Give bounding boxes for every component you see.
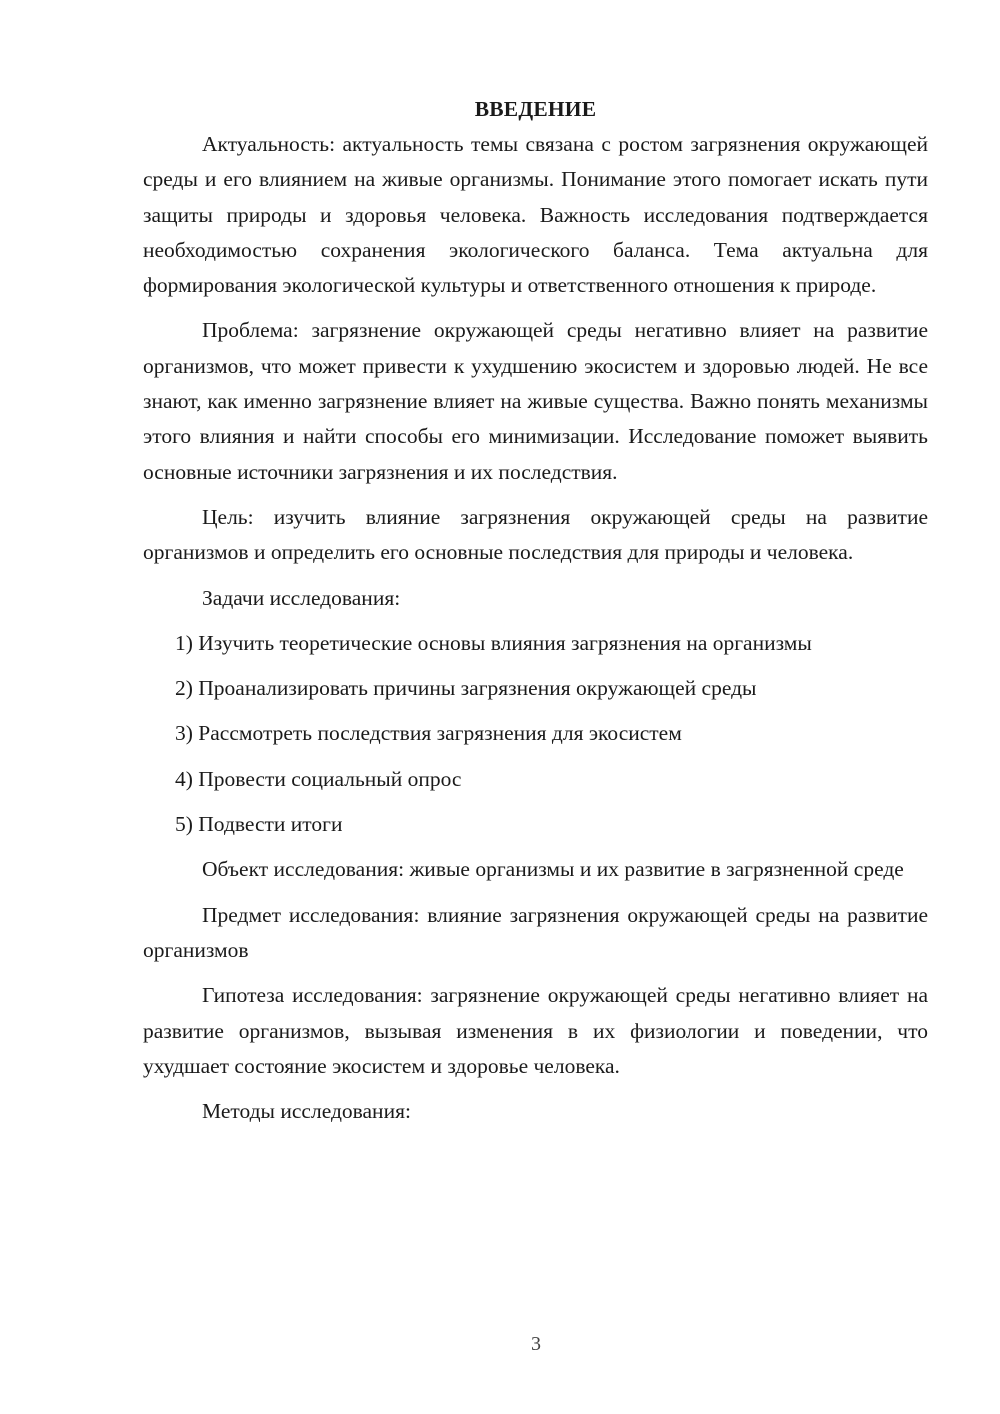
methods-heading: Методы исследования: — [202, 1099, 411, 1124]
relevance-paragraph: Актуальность: актуальность темы связана с ростом загрязнения окружающей среды и его влиянием на живые организмы. Понимание этого помогает искать пути защиты природы и здоровья человека. Важность исследования подтверждается необходимостью сохранения экологического баланса. Тема актуальна для формирования экологической культуры и ответственного отношения к природе. — [143, 132, 928, 298]
goal-paragraph: Цель: изучить влияние загрязнения окружающей среды на развитие организмов и определить его основные последствия для природы и человека. — [143, 504, 928, 565]
tasks-heading: Задачи исследования: — [202, 585, 401, 610]
hypothesis-paragraph: Гипотеза исследования: загрязнение окружающей среды негативно влияет на развитие организмов, вызывая изменения в их физиологии и поведении, что ухудшает состояние экосистем и здоровье человека. — [143, 983, 928, 1078]
document-page — [143, 92, 928, 1129]
section-heading: ВВЕДЕНИЕ — [474, 97, 597, 121]
task-item-5: 5) Подвести итоги — [175, 812, 343, 837]
task-item-2: 2) Проанализировать причины загрязнения окружающей среды — [175, 676, 757, 701]
task-item-3: 3) Рассмотреть последствия загрязнения для экосистем — [175, 721, 682, 746]
object-paragraph: Объект исследования: живые организмы и их развитие в загрязненной среде — [202, 857, 904, 882]
problem-paragraph: Проблема: загрязнение окружающей среды негативно влияет на развитие организмов, что может привести к ухудшению экосистем и здоровью людей. Не все знают, как именно загрязнение влияет на живые существа. Важно понять механизмы этого влияния и найти способы его минимизации. Исследование поможет выявить основные источники загрязнения и их последствия. — [143, 318, 928, 484]
task-item-4: 4) Провести социальный опрос — [175, 766, 462, 791]
task-item-1: 1) Изучить теоретические основы влияния загрязнения на организмы — [175, 630, 812, 655]
subject-paragraph: Предмет исследования: влияние загрязнения окружающей среды на развитие организмов — [143, 902, 928, 962]
page-number: 3 — [531, 1333, 541, 1355]
